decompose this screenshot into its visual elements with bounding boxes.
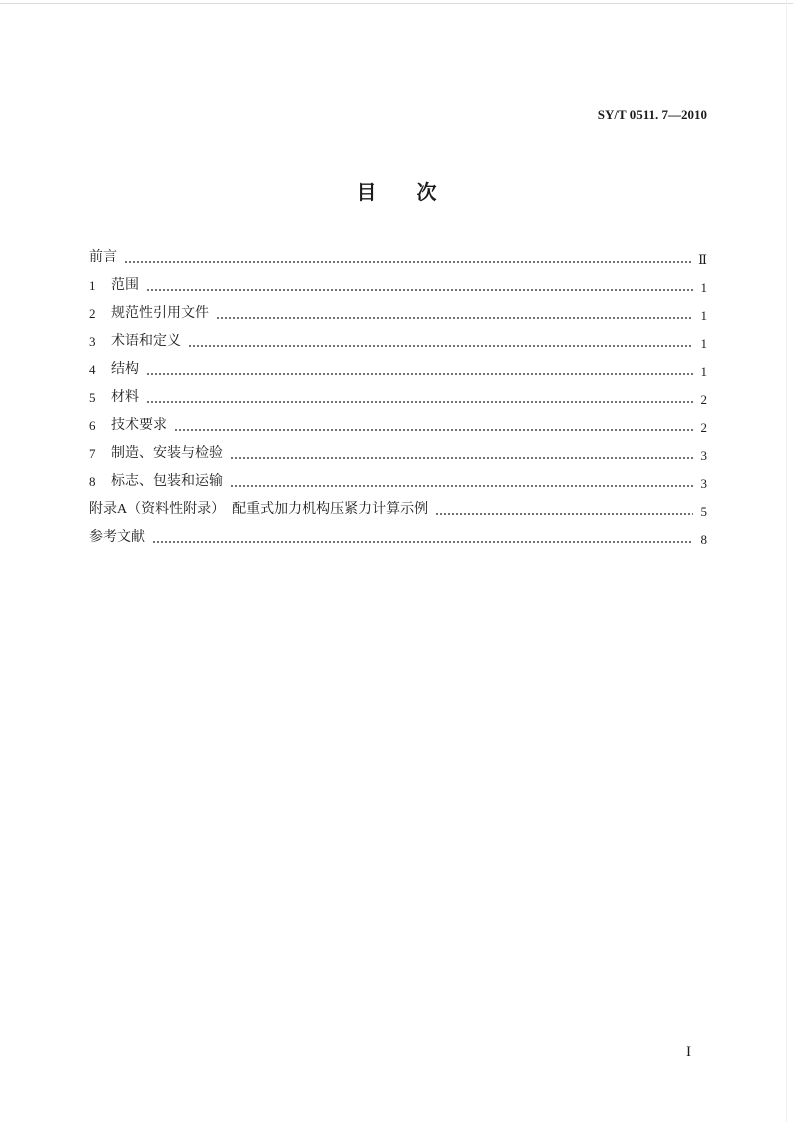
dotted-leader — [124, 261, 692, 263]
toc-entry-page: 1 — [700, 280, 707, 295]
toc-entry-number: 4 — [89, 362, 96, 377]
toc-entry-annex-a — [89, 496, 707, 524]
toc-entry-title: 术语和定义 — [111, 334, 181, 349]
toc-entry-normative-references — [89, 300, 707, 328]
toc-entry-manufacture-installation-inspection — [89, 440, 707, 468]
dotted-leader — [146, 401, 693, 403]
toc-entry-foreword — [89, 244, 707, 272]
dotted-leader — [230, 485, 693, 487]
toc-entry-title: 制造、安装与检验 — [111, 446, 223, 461]
toc-entry-page: 1 — [700, 336, 707, 351]
toc-entry-page: 2 — [700, 392, 707, 407]
toc-entry-title: 技术要求 — [111, 418, 167, 433]
page-number: I — [686, 1044, 691, 1060]
toc-entry-number: 5 — [89, 390, 96, 405]
toc-entry-bibliography — [89, 524, 707, 552]
table-of-contents — [89, 244, 707, 552]
toc-entry-marking-packaging-transport — [89, 468, 707, 496]
toc-entry-page: 5 — [700, 504, 707, 519]
toc-entry-title: 材料 — [111, 390, 139, 405]
dotted-leader — [146, 373, 693, 375]
toc-entry-structure — [89, 356, 707, 384]
scan-edge-line — [786, 0, 787, 1122]
toc-entry-page: 3 — [700, 476, 707, 491]
toc-entry-title: 前言 — [89, 250, 117, 265]
toc-entry-scope — [89, 272, 707, 300]
toc-entry-number: 3 — [89, 334, 96, 349]
toc-entry-materials — [89, 384, 707, 412]
toc-entry-page: 8 — [700, 532, 707, 547]
toc-entry-title: 结构 — [111, 362, 139, 377]
toc-entry-page: 1 — [700, 364, 707, 379]
dotted-leader — [216, 317, 693, 319]
toc-entry-page: 2 — [700, 420, 707, 435]
toc-entry-number: 1 — [89, 278, 96, 293]
toc-entry-number: 7 — [89, 446, 96, 461]
dotted-leader — [146, 289, 693, 291]
toc-entry-title: 标志、包装和运输 — [111, 474, 223, 489]
toc-entry-title: 规范性引用文件 — [111, 306, 209, 321]
dotted-leader — [152, 541, 693, 543]
toc-entry-page: 1 — [700, 308, 707, 323]
dotted-leader — [174, 429, 693, 431]
dotted-leader — [188, 345, 693, 347]
toc-entry-title: 参考文献 — [89, 530, 145, 545]
scan-edge-line — [0, 3, 793, 4]
toc-entry-title: 范围 — [111, 278, 139, 293]
standard-code-header: SY/T 0511. 7—2010 — [597, 107, 707, 122]
toc-entry-number: 8 — [89, 474, 96, 489]
dotted-leader — [435, 513, 693, 515]
page-title: 目 次 — [356, 182, 437, 204]
toc-entry-technical-requirements — [89, 412, 707, 440]
toc-entry-title: 附录A（资料性附录） 配重式加力机构压紧力计算示例 — [89, 502, 429, 517]
toc-entry-page: 3 — [700, 448, 707, 463]
toc-entry-page: Ⅱ — [698, 252, 707, 267]
dotted-leader — [230, 457, 693, 459]
toc-entry-terms-and-definitions — [89, 328, 707, 356]
toc-entry-number: 6 — [89, 418, 96, 433]
toc-entry-number: 2 — [89, 306, 96, 321]
